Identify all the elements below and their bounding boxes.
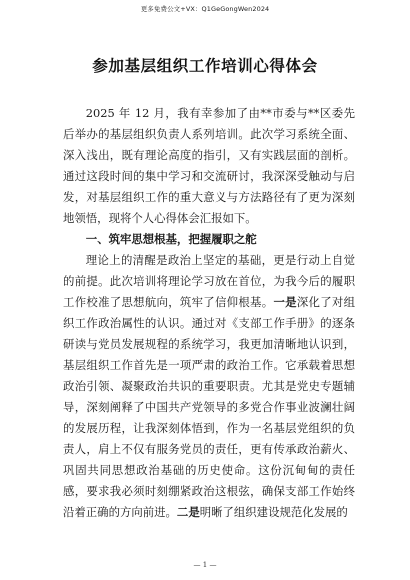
header-note: 更多免费公文+VX：Q1GeGongWen2024 <box>140 5 270 13</box>
document-body <box>63 103 355 523</box>
section-1-text-a: 理论上的清醒是政治上坚定的基础，更是行动上自觉的前提。此次培训将理论学习放在首位，为我今后的履职工作校准了思想航向，筑牢了信仰根基。 <box>63 253 355 309</box>
section-1-paragraph <box>63 250 355 523</box>
point-two-marker: 二是 <box>176 505 200 519</box>
section-1-text-c: 明晰了组织建设规范化发展的 <box>199 505 348 519</box>
intro-paragraph: 2025 年 12 月，我有幸参加了由**市委与**区委先后举办的基层组织负责人系列培训。此次学习系统全面、深入浅出，既有理论高度的指引，又有实践层面的剖析。通过这段时间的集中学习和交流研讨，我深深受触动与启发，对基层组织工作的重大意义与方法路径有了更为深刻地领悟，现将个人心得体会汇报如下。 <box>63 106 355 225</box>
section-1-text-b: 深化了对组织工作政治属性的认识。通过对《支部工作手册》的逐条研读与党员发展规程的系统学习，我更加清晰地认识到，基层组织工作首先是一项严肃的政治工作。它承载着思想政治引领、凝聚政治共识的重要职责。尤其是党史专题辅导，深刻阐释了中国共产党领导的多党合作事业波澜壮阔的发展历程，让我深刻体悟到，作为一名基层党组织的负责人，肩上不仅有服务党员的责任，更有传承政治薪火、巩固共同思想政治基础的历史使命。这份沉甸甸的责任感，要求我必须时刻绷紧政治这根弦，确保支部工作始终沿着正确的方向前进。 <box>63 295 355 519</box>
point-one-marker: 一是 <box>273 295 297 309</box>
document-title: 参加基层组织工作培训心得体会 <box>92 57 318 75</box>
section-1-heading: 一、筑牢思想根基，把握履职之舵 <box>85 232 257 246</box>
page-number: — 1 — <box>193 561 217 569</box>
